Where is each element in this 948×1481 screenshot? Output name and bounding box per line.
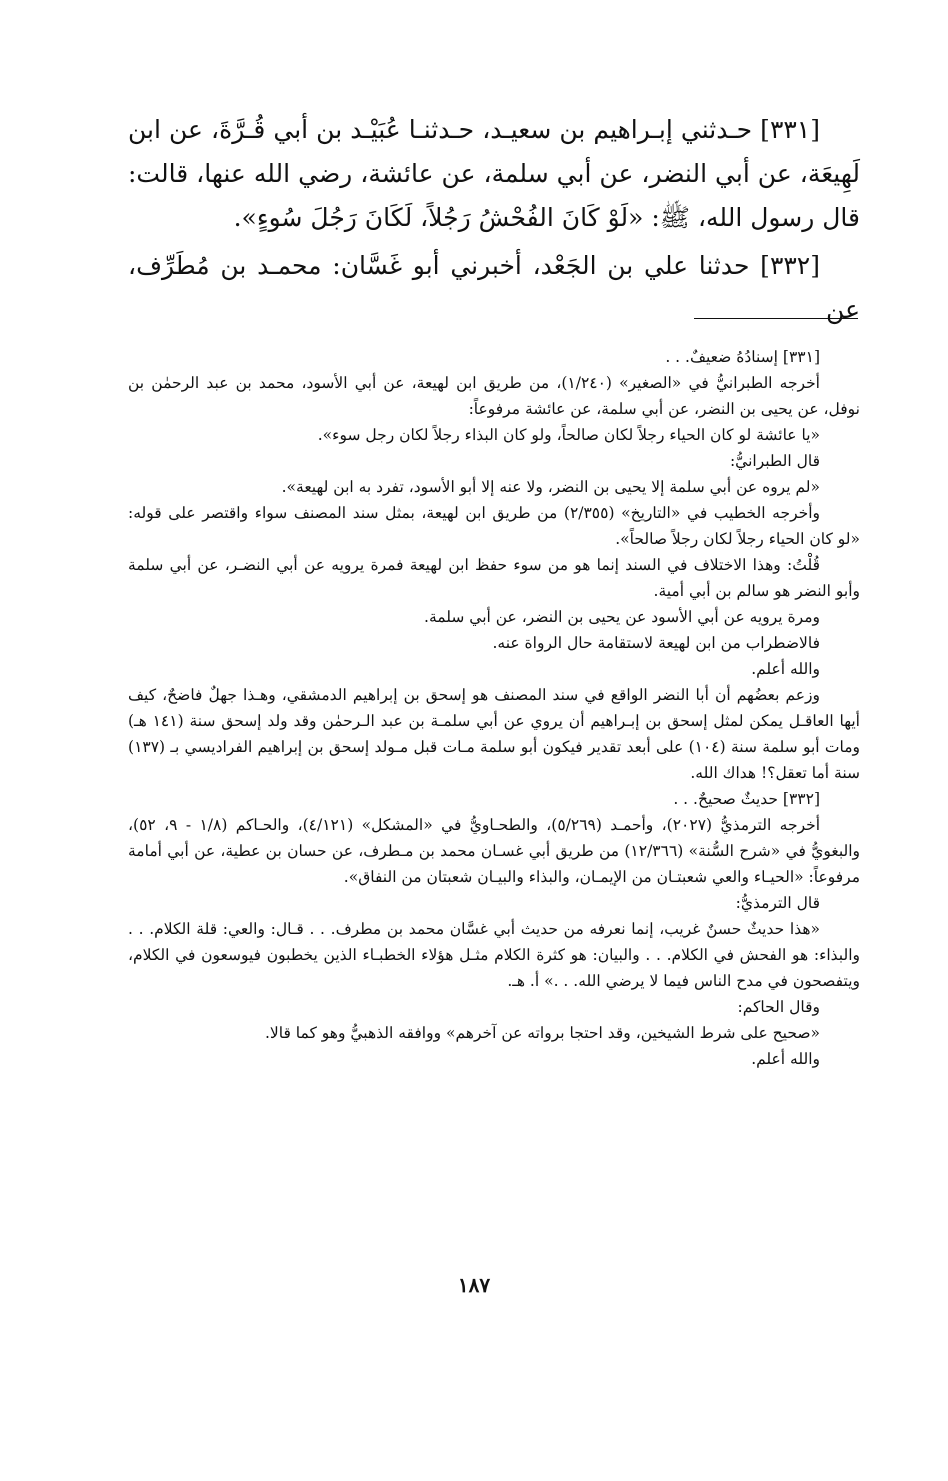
note-quote: «صحيح على شرط الشيخين، وقد احتجا برواته عن آخرهم» ووافقه الذهبيُّ وهو كما قالا. (264, 1024, 820, 1042)
hadith-332: [٣٣٢] حدثنا علي بن الجَعْد، أخبرني أبو غَسَّان: محمـد بن مُطَرِّف، عن (128, 251, 860, 324)
note-quote: «لم يروه عن أبي سلمة إلا يحيى بن النضر، ولا عنه إلا أبو الأسود، تفرد به ابن لهيعة». (281, 478, 820, 496)
note-paragraph: قُلْتُ: وهذا الاختلاف في السند إنما هو من سوء حفظ ابن لهيعة فمرة يرويه عن أبي النضـر، عن أبي سلمة وأبو النضر هو سالم بن أبي أمية. (128, 556, 860, 600)
note-quote: «يا عائشة لو كان الحياء رجلاً لكان صالحاً، ولو كان البذاء رجلاً لكان رجل سوء». (317, 426, 820, 444)
note-paragraph: وزعم بعضُهم أن أبا النضر الواقع في سند المصنف هو إسحق بن إبراهيم الدمشقي، وهـذا جهلٌ فاضحٌ، كيف أيها العاقـل يمكن لمثل إسحق بن إبـراهيم أن يروي عن أبي سلمـة بن عبد الـرحمٰن وقد ولد إسحق سنة (١٤١ هـ) ومات أبو سلمة سنة (١٠٤) على أبعد تقدير فيكون أبو سلمة مـات قبل مـولد إسحق بن إبراهيم الفراديسي بـ (١٣٧) سنة أما تعقل؟! هداك الله. (128, 686, 860, 782)
main-text (128, 108, 860, 332)
footnotes (128, 344, 860, 1072)
note-paragraph: أخرجه الترمذيُّ (٢٠٢٧)، وأحمـد (٥/٢٦٩)، والطحـاويُّ في «المشكل» (٤/١٢١)، والحـاكم (١/٨ - ٩، ٥٢)، والبغويُّ في «شرح السُّنة» (١٢/٣٦٦) من طريق أبي غسـان محمد بن مـطرف، عن حسان بن عطية، عن أبي أمامة مرفوعاً: «الحيـاء والعي شعبتـان من الإيمـان، والبذاء والبيـان شعبتان من النفاق». (128, 816, 861, 886)
note-331-grade: [٣٣١] إسنادُهُ ضعيفٌ. . . (665, 348, 820, 366)
note-paragraph: أخرجه الطبرانيُّ في «الصغير» (١/٢٤٠)، من طريق ابن لهيعة، عن أبي الأسود، محمد بن عبد الرحمٰن بن نوفل، عن يحيى بن النضر، عن أبي سلمة، عن عائشة مرفوعاً: (128, 374, 860, 418)
note-paragraph: قال الطبرانيُّ: (729, 452, 820, 470)
note-quote: «هذا حديثٌ حسنٌ غريب، إنما نعرفه من حديث أبي غسَّان محمد بن مطرف. . . قـال: والعي: قلة الكلام. . . والبذاء: هو الفحش في الكلام. . . والبيان: هو كثرة الكلام مثـل هؤلاء الخطبـاء الذين يخطبون فيوسعون في الكلام، ويتفصحون في مدح الناس فيما لا يرضي الله. . .» أ. هـ. (128, 920, 860, 990)
footnote-separator (694, 318, 858, 319)
note-paragraph: وأخرجه الخطيب في «التاريخ» (٢/٣٥٥) من طريق ابن لهيعة، بمثل سند المصنف سواء واقتصر على قوله: «لو كان الحياء رجلاً لكان رجلاً صالحاً». (128, 504, 860, 548)
note-paragraph: فالاضطراب من ابن لهيعة لاستقامة حال الرواة عنه. (492, 634, 820, 652)
note-paragraph: ومرة يرويه عن أبي الأسود عن يحيى بن النضر، عن أبي سلمة. (424, 608, 820, 626)
note-paragraph: والله أعلم. (751, 660, 820, 678)
page-number: ١٨٧ (457, 1273, 491, 1297)
note-paragraph: والله أعلم. (751, 1050, 820, 1068)
note-paragraph: وقال الحاكم: (737, 998, 820, 1016)
note-paragraph: قال الترمذيُّ: (735, 894, 820, 912)
note-332-grade: [٣٣٢] حديثٌ صحيحٌ. . . (673, 790, 820, 808)
hadith-331: [٣٣١] حـدثني إبـراهيم بن سعيـد، حـدثنـا عُبَيْـد بن أبي قُـرَّةَ، عن ابن لَهِيعَة، عن أبي النضر، عن أبي سلمة، عن عائشة، رضي الله عنها، قالت: قال رسول الله، ﷺ: «لَوْ كَانَ الفُحْشُ رَجُلاً، لَكَانَ رَجُلَ سُوءٍ». (128, 115, 860, 232)
